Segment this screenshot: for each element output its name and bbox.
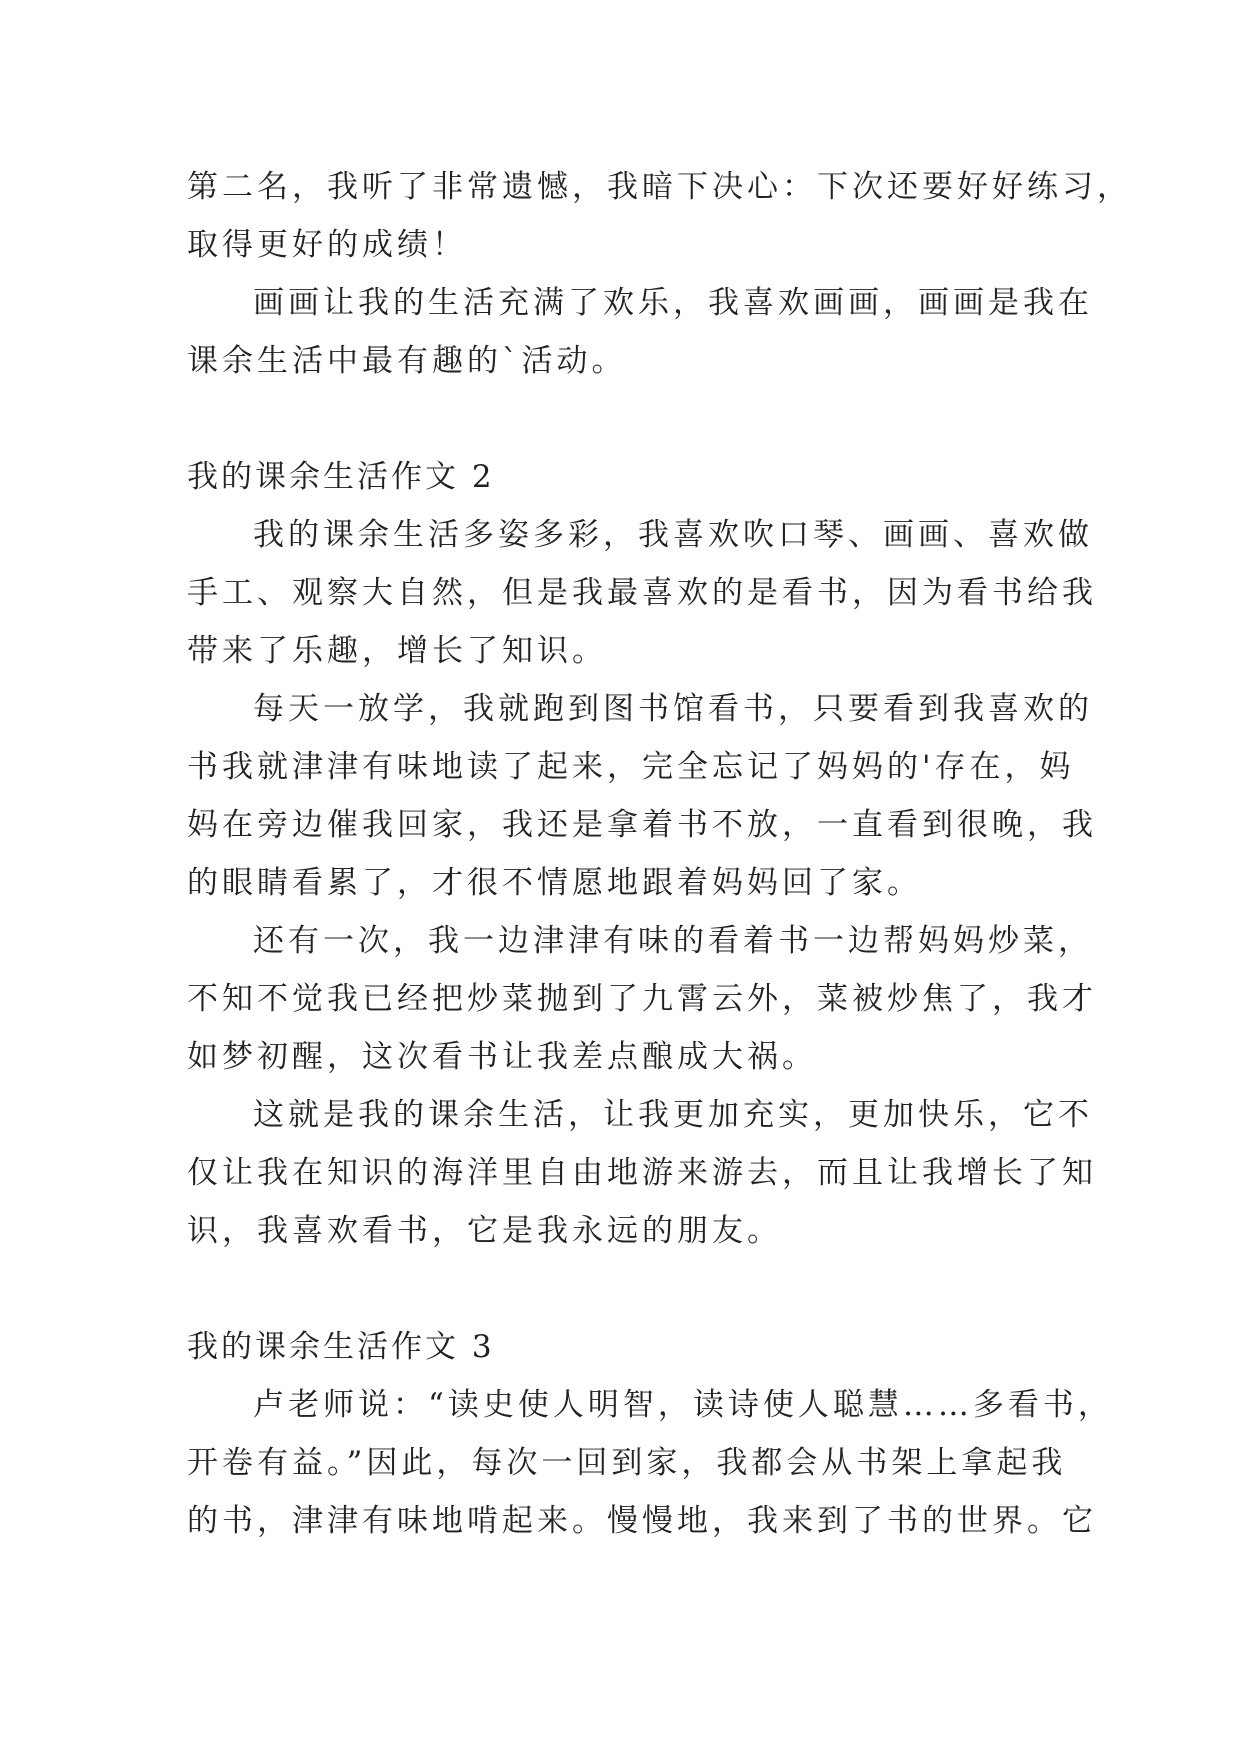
text-line: 这就是我的课余生活，让我更加充实，更加快乐，它不 (253, 1097, 1093, 1133)
text-line: 还有一次，我一边津津有味的看着书一边帮妈妈炒菜， (253, 923, 1093, 959)
paragraph (187, 506, 1097, 680)
section-spacer (187, 390, 1067, 448)
paragraph (187, 274, 1093, 390)
text-line: 手工、观察大自然，但是我最喜欢的是看书，因为看书给我 (187, 575, 1097, 611)
text-line: 每天一放学，我就跑到图书馆看书，只要看到我喜欢的 (253, 691, 1093, 727)
text-line: 妈在旁边催我回家，我还是拿着书不放，一直看到很晚，我 (187, 807, 1097, 843)
text-line: 取得更好的成绩！ (187, 227, 467, 263)
text-line: 如梦初醒，这次看书让我差点酿成大祸。 (187, 1039, 817, 1075)
text-line: 书我就津津有味地读了起来，完全忘记了妈妈的'存在，妈 (187, 749, 1075, 785)
paragraph (187, 680, 1097, 912)
text-line: 画画让我的生活充满了欢乐，我喜欢画画，画画是我在 (253, 285, 1093, 321)
paragraph (187, 912, 1097, 1086)
text-line: 不知不觉我已经把炒菜抛到了九霄云外，菜被炒焦了，我才 (187, 981, 1097, 1017)
paragraph (187, 1086, 1097, 1260)
text-line: 识，我喜欢看书，它是我永远的朋友。 (187, 1213, 782, 1249)
paragraph (187, 1376, 1113, 1550)
section-spacer (187, 1260, 1067, 1318)
paragraph-continuation (187, 158, 1132, 274)
text-line: 的眼睛看累了，才很不情愿地跟着妈妈回了家。 (187, 865, 922, 901)
text-line: 仅让我在知识的海洋里自由地游来游去，而且让我增长了知 (187, 1155, 1097, 1191)
text-line: 我的课余生活多姿多彩，我喜欢吹口琴、画画、喜欢做 (253, 517, 1093, 553)
section-heading: 我的课余生活作文 3 (187, 1329, 495, 1365)
document-body (187, 158, 1132, 1550)
text-line: 的书，津津有味地啃起来。慢慢地，我来到了书的世界。它 (187, 1503, 1097, 1539)
text-line: 卢老师说：“读史使人明智，读诗使人聪慧……多看书， (253, 1387, 1113, 1423)
text-line: 带来了乐趣，增长了知识。 (187, 633, 607, 669)
text-line: 课余生活中最有趣的`活动。 (187, 343, 627, 379)
text-line: 开卷有益。”因此，每次一回到家，我都会从书架上拿起我 (187, 1445, 1067, 1481)
text-line: 第二名，我听了非常遗憾，我暗下决心：下次还要好好练习， (187, 169, 1132, 205)
section-heading: 我的课余生活作文 2 (187, 459, 495, 495)
